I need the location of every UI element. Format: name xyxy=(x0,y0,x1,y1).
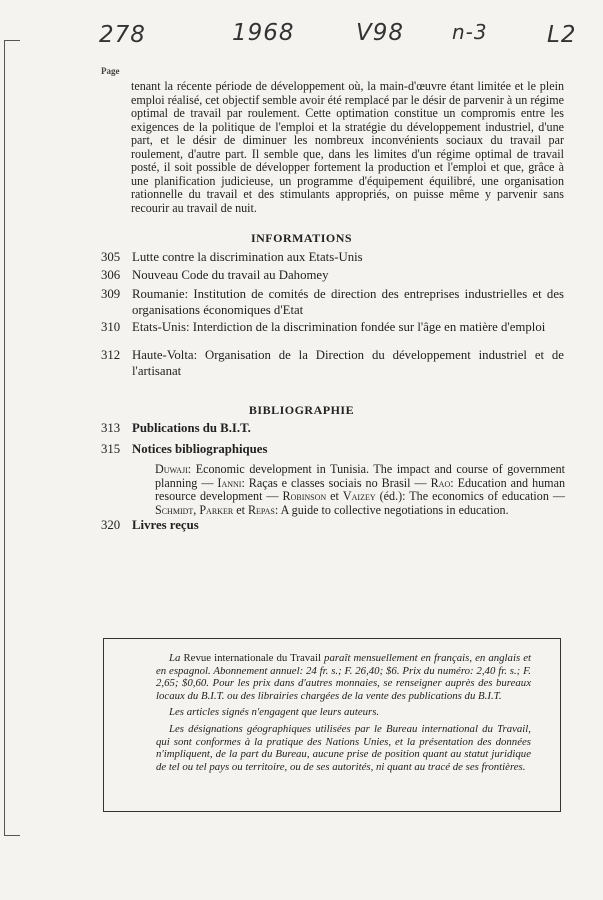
toc-entry xyxy=(101,348,564,379)
margin-rule xyxy=(4,40,5,835)
subscription-paragraph xyxy=(156,652,531,702)
notice-title: et xyxy=(326,489,343,503)
toc-page-number: 315 xyxy=(101,442,121,456)
notice-title: : Raças e classes sociais no Brasil — xyxy=(241,475,431,490)
toc-title: Nouveau Code du travail au Dahomey xyxy=(132,268,329,282)
toc-title: Notices bibliographiques xyxy=(132,442,268,456)
toc-title: Roumanie: Institution de comités de direction des entreprises industrielles et des organisations économiques d'Etat xyxy=(132,287,564,317)
toc-page-number: 312 xyxy=(101,348,121,362)
notice-title: : Education and human resource development — xyxy=(155,475,565,503)
geographic-disclaimer-paragraph: Les désignations géographiques utilisées par le Bureau international du Travail, qui sont conformes à la pratique des Nations Unies, et la présentation des données n'impliquent, de la part du Bureau, aucune prise de position quant au statut juridique de tel ou tel pays ou territoire, ou de ses autorités, ni quant au tracé de ses frontières. xyxy=(156,722,531,773)
toc-page-number: 305 xyxy=(101,250,121,264)
toc-title: Publications du B.I.T. xyxy=(132,421,251,435)
bibliographie-heading: BIBLIOGRAPHIE xyxy=(248,403,355,417)
toc-title: Lutte contre la discrimination aux Etats-Unis xyxy=(132,250,363,264)
toc-title: Etats-Unis: Interdiction de la discrimination fondée sur l'âge en matière d'emploi xyxy=(132,320,546,334)
toc-page-number: 320 xyxy=(101,518,121,532)
toc-page-number: 309 xyxy=(101,287,121,301)
margin-tick-top xyxy=(4,40,20,41)
toc-page-number: 313 xyxy=(101,421,121,435)
publication-info-text xyxy=(156,652,531,777)
toc-entry xyxy=(101,268,564,284)
notice-author: Duwaji xyxy=(155,462,188,476)
toc-page-number: 310 xyxy=(101,320,121,334)
notice-title: (éd.): The economics of education — xyxy=(375,489,565,503)
notice-title: : A guide to collective negotiations in education. xyxy=(274,502,509,517)
handwritten-code: L2 xyxy=(547,22,577,48)
toc-entry xyxy=(101,421,564,437)
bibliographic-notices xyxy=(155,463,565,517)
journal-name: Revue internationale du Travail xyxy=(183,652,321,664)
notice-author: Rao xyxy=(430,475,451,490)
toc-entry xyxy=(101,320,564,336)
notice-author: Vaizey xyxy=(342,489,376,503)
subscription-text: paraît mensuellement en français, en anglais et en espagnol. Abonnement annuel: 24 fr. s.; F. 26,40; $6. Prix du numéro: 2,40 fr. s.; F. 2,65; $0,60. Pour les prix dans d'autres monnaies, se renseigner auprès des bureaux locaux du B.I.T. ou des librairies chargées de la vente des publications du B.I.T. xyxy=(156,652,531,702)
toc-entry xyxy=(101,287,564,318)
toc-entry xyxy=(101,442,564,458)
notice-author: Repas xyxy=(247,502,275,517)
notice-author: Schmidt, Parker xyxy=(155,502,234,517)
margin-tick-bottom xyxy=(4,835,20,836)
notice-author: Ianni xyxy=(217,475,242,490)
notice-author: Robinson xyxy=(282,489,327,503)
intro-paragraph: tenant la récente période de développement où, la main-d'œuvre étant limitée et le plein emploi réalisé, cet objectif semble avoir été remplacé par le désir de parvenir à un régime optimal de travail par roulement. Cette optimation constitue un compromis entre les exigences de la politique de l'emploi et la stratégie du développement industriel, d'une part, et le désir de diminuer les nombreux inconvénients sociaux du travail par roulement, d'autre part. Il semble que, dans les limites d'un régime optimal de travail posté, il soit possible de développer fortement la production et l'emploi et que, grâce à une planification judicieuse, un programme d'équipement équilibré, une organisation rationnelle du travail et des stimulants appropriés, on puisse même y parvenir sans recourir au travail de nuit. xyxy=(131,79,564,215)
handwritten-issue: n-3 xyxy=(452,20,488,44)
notice-title: et xyxy=(233,502,248,517)
handwritten-year: 1968 xyxy=(232,20,295,46)
handwritten-number: 278 xyxy=(99,22,146,48)
handwritten-volume: V98 xyxy=(356,20,405,46)
page-label: Page xyxy=(101,66,120,76)
toc-title: Livres reçus xyxy=(132,518,199,532)
notice-title: : Economic development in Tunisia. The impact and course of government planning — xyxy=(155,462,565,490)
toc-entry xyxy=(101,250,564,266)
toc-title: Haute-Volta: Organisation de la Direction du développement industriel et de l'artisanat xyxy=(132,348,564,378)
toc-page-number: 306 xyxy=(101,268,121,282)
informations-heading: INFORMATIONS xyxy=(250,231,353,245)
subscription-article: La xyxy=(169,652,184,664)
toc-entry xyxy=(101,518,564,534)
disclaimer-paragraph: Les articles signés n'engagent que leurs auteurs. xyxy=(169,706,380,719)
